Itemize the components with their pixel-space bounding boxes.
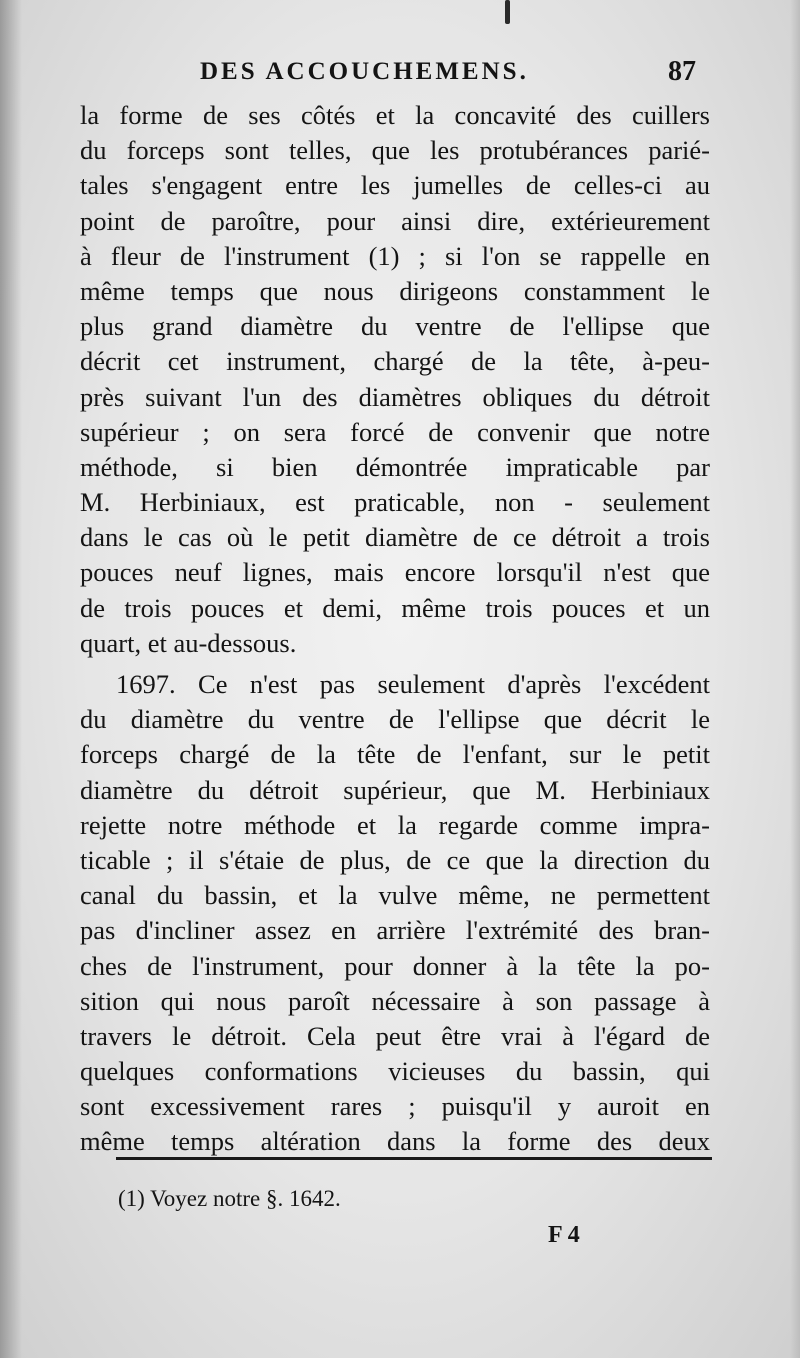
footnote-rule [116,1157,712,1160]
text-line: rejette notre méthode et la regarde comme impra- [80,809,710,840]
page-edge-shadow [790,0,800,1358]
text-line: forceps chargé de la tête de l'enfant, sur le petit [80,739,710,770]
text-line: du forceps sont telles, que les protubérances parié- [80,135,710,166]
text-line: supérieur ; on sera forcé de convenir que notre [80,416,710,447]
page-number: 87 [668,56,696,87]
text-line: dans le cas où le petit diamètre de ce détroit a trois [80,522,710,553]
signature-mark: F 4 [548,1222,580,1248]
text-line: décrit cet instrument, chargé de la tête, à-peu- [80,346,710,377]
text-line: diamètre du détroit supérieur, que M. Herbiniaux [80,774,710,805]
text-line: ches de l'instrument, pour donner à la tête la po- [80,950,710,981]
text-line: quelques conformations vicieuses du bassin, qui [80,1056,710,1087]
text-line: près suivant l'un des diamètres obliques du détroit [80,381,710,412]
text-line: du diamètre du ventre de l'ellipse que décrit le [80,704,710,735]
binding-thread [505,0,510,24]
text-line: quart, et au-dessous. [80,627,297,658]
paragraph-start-line: 1697. Ce n'est pas seulement d'après l'excédent [116,669,710,699]
text-line: à fleur de l'instrument (1) ; si l'on se rappelle en [80,240,710,271]
binding-shadow [0,0,22,1358]
text-line: même temps altération dans la forme des deux [80,1126,710,1157]
text-line: la forme de ses côtés et la concavité des cuillers [80,100,710,130]
text-line: de trois pouces et demi, même trois pouces et un [80,592,710,623]
text-line: sont excessivement rares ; puisqu'il y auroit en [80,1091,710,1122]
text-line: travers le détroit. Cela peut être vrai à l'égard de [80,1020,710,1051]
text-line: M. Herbiniaux, est praticable, non - seulement [80,487,710,518]
text-line: canal du bassin, et la vulve même, ne permettent [80,880,710,911]
text-line: point de paroître, pour ainsi dire, extérieurement [80,205,710,236]
text-line: pas d'incliner assez en arrière l'extrémité des bran- [80,915,710,946]
text-line: méthode, si bien démontrée impraticable par [80,451,710,482]
text-line: plus grand diamètre du ventre de l'ellipse que [80,311,710,342]
text-line: tales s'engagent entre les jumelles de celles-ci au [80,170,710,201]
text-line: pouces neuf lignes, mais encore lorsqu'il n'est que [80,557,710,588]
text-line: sition qui nous paroît nécessaire à son passage à [80,985,710,1016]
running-head: DES ACCOUCHEMENS. [200,58,529,85]
text-line: même temps que nous dirigeons constamment le [80,275,710,306]
body-text [80,98,710,1160]
text-line: ticable ; il s'étaie de plus, de ce que la direction du [80,844,710,875]
footnote: (1) Voyez notre §. 1642. [118,1186,341,1211]
